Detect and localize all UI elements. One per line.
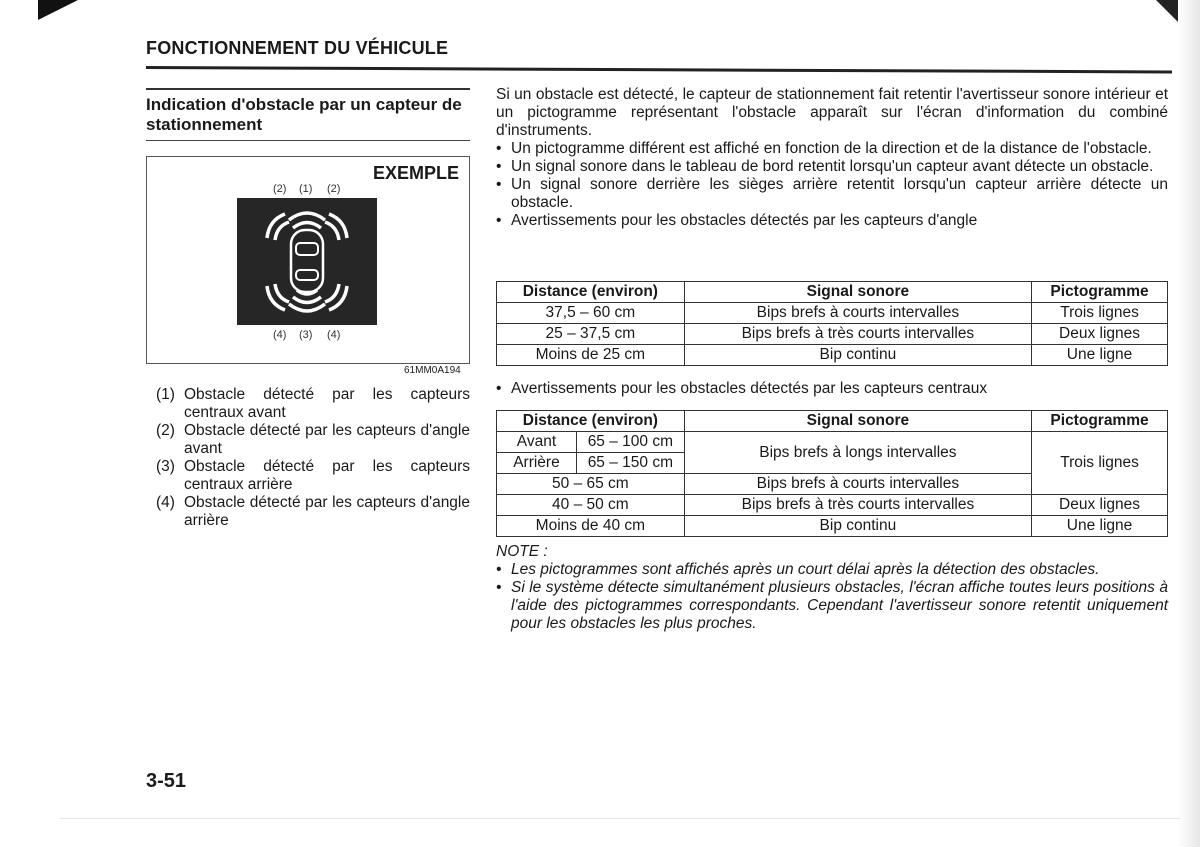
- table-cell: Une ligne: [1032, 345, 1168, 366]
- bullet-text: Un signal sonore dans le tableau de bord retentit lorsqu'un capteur avant détecte un obstacle.: [511, 158, 1154, 175]
- table-cell: Trois lignes: [1032, 432, 1168, 495]
- table-cell: 40 – 50 cm: [497, 495, 685, 516]
- table-cell: Bips brefs à très courts intervalles: [684, 495, 1031, 516]
- bullet-dot: •: [496, 176, 502, 193]
- table-cell: Bip continu: [684, 345, 1031, 366]
- legend-item: [156, 422, 470, 458]
- column-header: Pictogramme: [1032, 282, 1168, 303]
- legend-item: [156, 494, 470, 530]
- bullet-text: Avertissements pour les obstacles détectés par les capteurs centraux: [511, 380, 988, 397]
- table-cell: Bips brefs à très courts intervalles: [684, 324, 1031, 345]
- table-cell: 25 – 37,5 cm: [497, 324, 685, 345]
- figure-top-label: (2): [327, 183, 341, 195]
- column-header: Distance (environ): [497, 282, 685, 303]
- car-sensor-pictogram: [237, 198, 377, 325]
- table-row: [497, 324, 1168, 345]
- table-cell: Bips brefs à courts intervalles: [684, 303, 1031, 324]
- bullet-dot: •: [496, 212, 502, 229]
- column-header: Signal sonore: [684, 282, 1031, 303]
- bullet-text: Un signal sonore derrière les sièges arrière retentit lorsqu'un capteur arrière détecte un obstacle.: [511, 176, 1168, 211]
- table-cell: 50 – 65 cm: [497, 474, 685, 495]
- column-header: Signal sonore: [684, 411, 1031, 432]
- example-figure: [146, 156, 470, 364]
- table-cell: Moins de 25 cm: [497, 345, 685, 366]
- legend-number: (2): [156, 422, 175, 439]
- bullet-dot: •: [496, 380, 502, 397]
- legend-item: [156, 386, 470, 422]
- note-title: NOTE :: [496, 543, 548, 560]
- table-cell: Arrière: [497, 453, 577, 474]
- legend-text: Obstacle détecté par les capteurs centraux arrière: [184, 458, 470, 493]
- table-cell: 65 – 150 cm: [576, 453, 684, 474]
- figure-top-label: (2): [273, 183, 287, 195]
- table-cell: Trois lignes: [1032, 303, 1168, 324]
- legend-number: (1): [156, 386, 175, 403]
- table-row: [497, 432, 1168, 453]
- figure-legend: [156, 386, 470, 530]
- table-row: [497, 516, 1168, 537]
- column-header: Pictogramme: [1032, 411, 1168, 432]
- note-text: Si le système détecte simultanément plusieurs obstacles, l'écran affiche toutes leurs positions à l'aide des pictogrammes correspondants. Cependant l'avertisseur sonore retentit uniquement pour les obstacles les plus proches.: [511, 579, 1168, 632]
- table-cell: Moins de 40 cm: [497, 516, 685, 537]
- table-cell: Bips brefs à longs intervalles: [684, 432, 1031, 474]
- legend-item: [156, 458, 470, 494]
- bullet-dot: •: [496, 140, 502, 157]
- note-item: [496, 561, 1168, 579]
- legend-text: Obstacle détecté par les capteurs d'angle avant: [184, 422, 470, 457]
- table-cell: Deux lignes: [1032, 324, 1168, 345]
- table-cell: Deux lignes: [1032, 495, 1168, 516]
- note-text: Les pictogrammes sont affichés après un court délai après la détection des obstacles.: [511, 561, 1100, 578]
- table-row: [497, 303, 1168, 324]
- figure-bottom-label: (3): [299, 329, 313, 341]
- figure-bottom-label: (4): [327, 329, 341, 341]
- bullet-dot: •: [496, 561, 502, 578]
- table-row: [497, 495, 1168, 516]
- table-cell: 37,5 – 60 cm: [497, 303, 685, 324]
- corner-mark-left: [38, 0, 78, 20]
- table-cell: Bip continu: [684, 516, 1031, 537]
- intro-paragraph: Si un obstacle est détecté, le capteur de stationnement fait retentir l'avertisseur sonore intérieur et un pictogramme représentant l'obstacle apparaît sur l'écran d'information du combiné d'instruments.: [496, 86, 1168, 139]
- bullet-item: [496, 158, 1168, 176]
- table-row: [497, 345, 1168, 366]
- bullet-item: [496, 176, 1168, 212]
- figure-bottom-label: (4): [273, 329, 287, 341]
- corner-sensor-table: [496, 281, 1168, 366]
- legend-text: Obstacle détecté par les capteurs centraux avant: [184, 386, 470, 421]
- legend-number: (4): [156, 494, 175, 511]
- bullet-item: [496, 212, 1168, 230]
- figure-code: 61MM0A194: [404, 365, 461, 376]
- page-edge-shadow: [1178, 0, 1200, 847]
- header-rule: [146, 66, 1172, 73]
- central-sensor-table: [496, 410, 1168, 537]
- page-number: 3-51: [146, 770, 187, 792]
- page-header-title: FONCTIONNEMENT DU VÉHICULE: [146, 38, 449, 58]
- figure-top-label: (1): [299, 183, 313, 195]
- section-title: Indication d'obstacle par un capteur de stationnement: [146, 95, 462, 134]
- section-rule-top: [146, 88, 470, 90]
- note-item: [496, 579, 1168, 633]
- bullet-text: Un pictogramme différent est affiché en fonction de la direction et de la distance de l'obstacle.: [511, 140, 1152, 157]
- legend-text: Obstacle détecté par les capteurs d'angle arrière: [184, 494, 470, 529]
- main-text-column: [496, 86, 1168, 230]
- bullet-item: [496, 380, 1168, 398]
- bottom-rule: [60, 818, 1180, 819]
- bullet-text: Avertissements pour les obstacles détectés par les capteurs d'angle: [511, 212, 978, 229]
- corner-mark-right: [1156, 0, 1178, 22]
- bullet-dot: •: [496, 579, 502, 596]
- table-cell: Avant: [497, 432, 577, 453]
- note-block: [496, 543, 1168, 633]
- figure-label: EXEMPLE: [372, 163, 459, 183]
- column-header: Distance (environ): [497, 411, 685, 432]
- table-cell: Bips brefs à courts intervalles: [684, 474, 1031, 495]
- bullet-dot: •: [496, 158, 502, 175]
- section-rule-bottom: [146, 140, 470, 141]
- table-cell: 65 – 100 cm: [576, 432, 684, 453]
- table-header-row: [497, 282, 1168, 303]
- table-cell: Une ligne: [1032, 516, 1168, 537]
- parking-sensor-display: [237, 198, 377, 325]
- table-header-row: [497, 411, 1168, 432]
- legend-number: (3): [156, 458, 175, 475]
- bullet-item: [496, 140, 1168, 158]
